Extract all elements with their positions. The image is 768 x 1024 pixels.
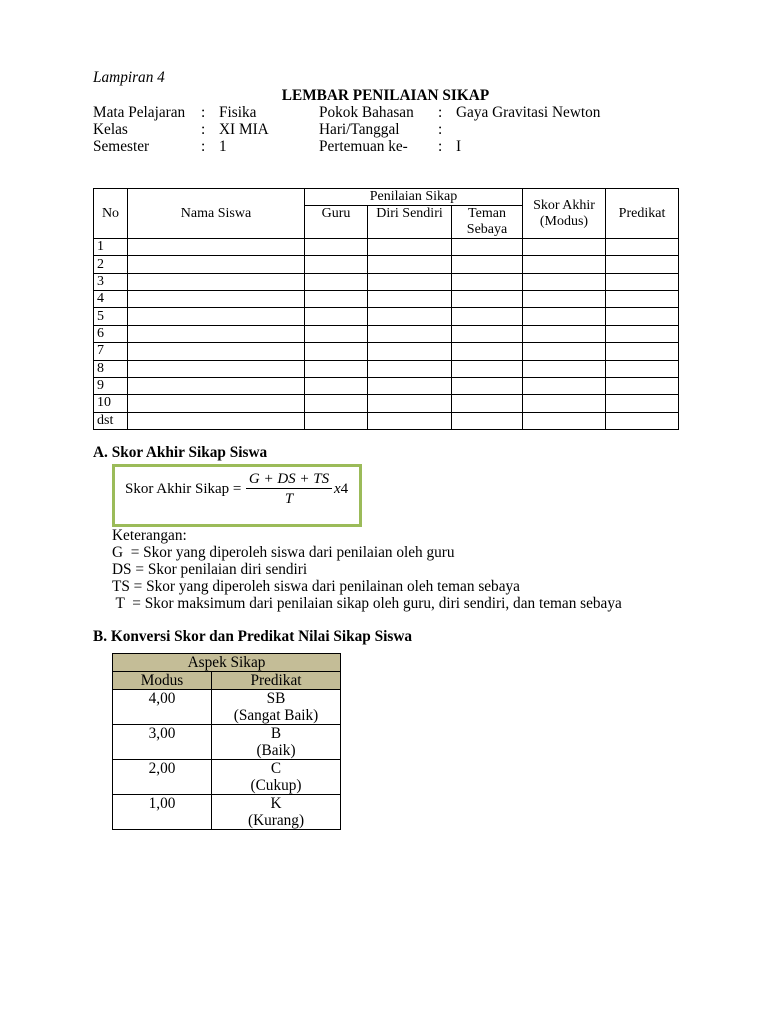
- teman-sebaya-score-cell: [452, 412, 523, 429]
- nama-siswa-cell: [128, 308, 305, 325]
- predikat-cell: [606, 291, 679, 308]
- teman-sebaya-score-cell: [452, 273, 523, 290]
- teman-sebaya-line-2: Sebaya: [466, 222, 508, 237]
- modus-cell: 2,00: [113, 760, 212, 795]
- predikat-cell: [606, 360, 679, 377]
- table-row: [94, 308, 679, 325]
- guru-score-cell: [305, 377, 368, 394]
- teman-sebaya-score-cell: [452, 325, 523, 342]
- conversion-row: [113, 760, 341, 795]
- col-header-modus: Modus: [113, 672, 212, 690]
- predikat-cell: [606, 343, 679, 360]
- predikat-cell: [606, 325, 679, 342]
- lampiran-label: Lampiran 4: [93, 68, 165, 86]
- col-header-guru: Guru: [305, 206, 368, 239]
- predikat-cell: [606, 412, 679, 429]
- predikat-cell: [212, 760, 341, 795]
- row-number-cell: 5: [94, 308, 128, 325]
- formula-multiplier-var: x: [334, 480, 341, 497]
- table-row: [94, 239, 679, 256]
- teman-sebaya-score-cell: [452, 291, 523, 308]
- fraction-bar: [246, 488, 332, 489]
- col-header-teman-sebaya: [452, 206, 523, 239]
- assessment-table: [93, 188, 679, 430]
- table-row: [94, 360, 679, 377]
- skor-akhir-cell: [523, 395, 606, 412]
- nama-siswa-cell: [128, 325, 305, 342]
- table-row: [94, 325, 679, 342]
- keterangan-item-g: G = Skor yang diperoleh siswa dari penilaian oleh guru: [112, 543, 455, 561]
- teman-sebaya-score-cell: [452, 377, 523, 394]
- teman-sebaya-score-cell: [452, 256, 523, 273]
- row-number-cell: 1: [94, 239, 128, 256]
- conversion-group-header-row: [113, 654, 341, 672]
- formula-multiplier-num: 4: [340, 480, 349, 497]
- col-header-diri-sendiri: Diri Sendiri: [368, 206, 452, 239]
- formula-box: [112, 464, 362, 527]
- info-separator: :: [438, 120, 443, 138]
- diri-sendiri-score-cell: [368, 412, 452, 429]
- diri-sendiri-score-cell: [368, 360, 452, 377]
- info-value-mata-pelajaran: Fisika: [219, 103, 257, 121]
- skor-akhir-cell: [523, 291, 606, 308]
- info-label-hari-tanggal: Hari/Tanggal: [319, 120, 400, 138]
- diri-sendiri-score-cell: [368, 395, 452, 412]
- nama-siswa-cell: [128, 291, 305, 308]
- skor-akhir-cell: [523, 343, 606, 360]
- nama-siswa-cell: [128, 256, 305, 273]
- col-header-predikat: Predikat: [606, 189, 679, 239]
- row-number-cell: 4: [94, 291, 128, 308]
- row-number-cell: 2: [94, 256, 128, 273]
- table-row: [94, 412, 679, 429]
- nama-siswa-cell: [128, 395, 305, 412]
- table-header-row: [94, 189, 679, 206]
- table-row: [94, 273, 679, 290]
- guru-score-cell: [305, 325, 368, 342]
- predikat-code: B: [270, 725, 282, 742]
- conversion-table: [112, 653, 341, 830]
- skor-akhir-cell: [523, 360, 606, 377]
- nama-siswa-cell: [128, 377, 305, 394]
- row-number-cell: 7: [94, 343, 128, 360]
- nama-siswa-cell: [128, 273, 305, 290]
- predikat-cell: [212, 795, 341, 830]
- skor-akhir-cell: [523, 239, 606, 256]
- info-value-pokok-bahasan: Gaya Gravitasi Newton: [456, 103, 601, 121]
- predikat-cell: [212, 725, 341, 760]
- skor-akhir-cell: [523, 377, 606, 394]
- table-row: [94, 343, 679, 360]
- predikat-code: C: [270, 760, 282, 777]
- table-row: [94, 256, 679, 273]
- table-row: [94, 395, 679, 412]
- formula-numerator: G + DS + TS: [248, 470, 330, 487]
- formula-denominator: T: [284, 490, 294, 507]
- info-separator: :: [438, 103, 443, 121]
- diri-sendiri-score-cell: [368, 256, 452, 273]
- table-row: [94, 291, 679, 308]
- col-header-penilaian-sikap: Penilaian Sikap: [305, 189, 523, 206]
- info-value-semester: 1: [219, 137, 227, 155]
- teman-sebaya-score-cell: [452, 343, 523, 360]
- row-number-cell: 8: [94, 360, 128, 377]
- info-label-mata-pelajaran: Mata Pelajaran: [93, 103, 186, 121]
- diri-sendiri-score-cell: [368, 377, 452, 394]
- predikat-cell: [606, 256, 679, 273]
- info-label-pertemuan: Pertemuan ke-: [319, 137, 408, 155]
- formula-lhs: Skor Akhir Sikap =: [125, 480, 242, 497]
- predikat-cell: [212, 690, 341, 725]
- predikat-code: SB: [266, 690, 286, 707]
- teman-sebaya-score-cell: [452, 239, 523, 256]
- info-separator: :: [201, 120, 206, 138]
- guru-score-cell: [305, 343, 368, 360]
- keterangan-item-t: T = Skor maksimum dari penilaian sikap oleh guru, diri sendiri, dan teman sebaya: [112, 594, 622, 612]
- section-a-heading: A. Skor Akhir Sikap Siswa: [93, 443, 268, 461]
- predikat-cell: [606, 308, 679, 325]
- diri-sendiri-score-cell: [368, 308, 452, 325]
- guru-score-cell: [305, 291, 368, 308]
- skor-akhir-cell: [523, 325, 606, 342]
- info-label-semester: Semester: [93, 137, 150, 155]
- info-value-kelas: XI MIA: [219, 120, 269, 138]
- col-header-skor-akhir: [523, 189, 606, 239]
- predikat-cell: [606, 377, 679, 394]
- skor-akhir-cell: [523, 412, 606, 429]
- guru-score-cell: [305, 395, 368, 412]
- skor-akhir-line-2: (Modus): [539, 213, 589, 229]
- keterangan-item-ds: DS = Skor penilaian diri sendiri: [112, 560, 308, 578]
- col-header-nama-siswa: Nama Siswa: [128, 189, 305, 239]
- guru-score-cell: [305, 308, 368, 325]
- info-separator: :: [438, 137, 443, 155]
- teman-sebaya-score-cell: [452, 308, 523, 325]
- predikat-cell: [606, 395, 679, 412]
- diri-sendiri-score-cell: [368, 291, 452, 308]
- keterangan-title: Keterangan:: [112, 526, 187, 544]
- predikat-description: (Kurang): [247, 812, 305, 829]
- formula-multiplier: [334, 481, 348, 498]
- diri-sendiri-score-cell: [368, 343, 452, 360]
- predikat-description: (Sangat Baik): [233, 707, 319, 724]
- row-number-cell: 10: [94, 395, 128, 412]
- teman-sebaya-line-1: Teman: [468, 206, 506, 221]
- predikat-description: (Baik): [256, 742, 296, 759]
- modus-cell: 4,00: [113, 690, 212, 725]
- diri-sendiri-score-cell: [368, 325, 452, 342]
- guru-score-cell: [305, 256, 368, 273]
- col-header-no: No: [94, 189, 128, 239]
- modus-cell: 1,00: [113, 795, 212, 830]
- guru-score-cell: [305, 360, 368, 377]
- nama-siswa-cell: [128, 412, 305, 429]
- conversion-row: [113, 690, 341, 725]
- info-label-pokok-bahasan: Pokok Bahasan: [319, 103, 414, 121]
- table-row: [94, 377, 679, 394]
- keterangan-item-ts: TS = Skor yang diperoleh siswa dari penilainan oleh teman sebaya: [112, 577, 520, 595]
- page-title: LEMBAR PENILAIAN SIKAP: [281, 86, 490, 104]
- row-number-cell: dst: [94, 412, 128, 429]
- teman-sebaya-score-cell: [452, 395, 523, 412]
- row-number-cell: 3: [94, 273, 128, 290]
- predikat-code: K: [270, 795, 282, 812]
- predikat-description: (Cukup): [250, 777, 302, 794]
- nama-siswa-cell: [128, 343, 305, 360]
- guru-score-cell: [305, 412, 368, 429]
- col-header-predikat: Predikat: [212, 672, 341, 690]
- skor-akhir-cell: [523, 308, 606, 325]
- modus-cell: 3,00: [113, 725, 212, 760]
- skor-akhir-line-1: Skor Akhir: [533, 197, 595, 213]
- info-separator: :: [201, 103, 206, 121]
- conversion-header-row: [113, 672, 341, 690]
- conversion-row: [113, 795, 341, 830]
- skor-akhir-cell: [523, 273, 606, 290]
- info-separator: :: [201, 137, 206, 155]
- guru-score-cell: [305, 273, 368, 290]
- diri-sendiri-score-cell: [368, 239, 452, 256]
- guru-score-cell: [305, 239, 368, 256]
- section-b-heading: B. Konversi Skor dan Predikat Nilai Sikap Siswa: [93, 627, 413, 645]
- info-value-pertemuan: I: [456, 137, 462, 155]
- predikat-cell: [606, 239, 679, 256]
- predikat-cell: [606, 273, 679, 290]
- col-header-aspek-sikap: Aspek Sikap: [113, 654, 341, 672]
- info-label-kelas: Kelas: [93, 120, 128, 138]
- skor-akhir-cell: [523, 256, 606, 273]
- nama-siswa-cell: [128, 360, 305, 377]
- row-number-cell: 6: [94, 325, 128, 342]
- conversion-row: [113, 725, 341, 760]
- teman-sebaya-score-cell: [452, 360, 523, 377]
- diri-sendiri-score-cell: [368, 273, 452, 290]
- row-number-cell: 9: [94, 377, 128, 394]
- nama-siswa-cell: [128, 239, 305, 256]
